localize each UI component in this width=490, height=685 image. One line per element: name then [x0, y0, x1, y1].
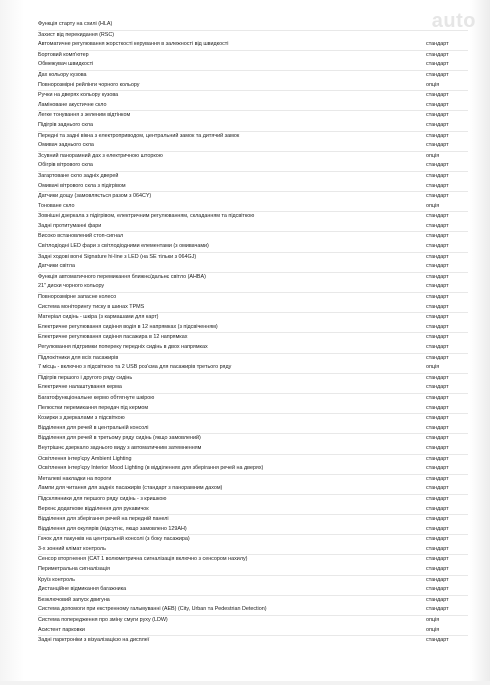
- spec-value: [426, 20, 468, 30]
- spec-row: [38, 212, 468, 222]
- spec-row: [38, 40, 468, 51]
- spec-list: [38, 20, 468, 646]
- spec-name: Світлодіодні LED фари з світлодіодними елементами (з омивачами): [38, 243, 209, 250]
- spec-value: стандарт: [426, 596, 449, 603]
- spec-row: [38, 363, 468, 374]
- spec-value: стандарт: [426, 475, 449, 482]
- spec-name: Датчики світла: [38, 263, 75, 270]
- spec-name: Відділення для речей в третьому ряду сидінь (якщо замовлений): [38, 435, 201, 442]
- spec-value: стандарт: [426, 394, 449, 401]
- spec-value: стандарт: [426, 516, 449, 523]
- spec-name: Функція автоматичного перемикання ближнє/дальнє світло (AHBA): [38, 273, 206, 280]
- spec-row: [38, 535, 468, 545]
- spec-name: Омивач заднього скла: [38, 142, 94, 149]
- spec-name: Електричне налаштування керма: [38, 384, 122, 391]
- spec-name: Тоноване скло: [38, 202, 75, 209]
- spec-value: стандарт: [426, 323, 449, 330]
- spec-value: стандарт: [426, 455, 449, 462]
- spec-row: [38, 475, 468, 485]
- spec-name: Матеріал сидінь - шкіра (з кармашами для карт): [38, 314, 159, 321]
- spec-row: [38, 383, 468, 394]
- spec-name: Безключовий запуск двигуна: [38, 596, 110, 603]
- spec-name: Регулювання підтримки попереку передніх сидінь в двох напрямках: [38, 344, 208, 350]
- spec-row: [38, 282, 468, 293]
- spec-row: [38, 111, 468, 121]
- spec-name: Ламіноване акустичне скло: [38, 101, 107, 108]
- spec-value: стандарт: [426, 233, 449, 240]
- spec-value: опція: [426, 152, 440, 159]
- spec-value: стандарт: [426, 586, 449, 593]
- spec-value: стандарт: [426, 162, 449, 169]
- spec-name: Козирки з дзеркалами з підсвіткою: [38, 415, 125, 422]
- spec-row: [38, 20, 468, 31]
- spec-name: Відділення для окулярів (відсутнє, якщо замовлено 129AH): [38, 525, 187, 532]
- spec-row: [38, 585, 468, 596]
- spec-name: Внутрішнє дзеркало заднього виду з автоматичним затемненням: [38, 444, 202, 451]
- spec-name: Задні ходові вогні Signature hi-line з LED (на SE тільки з 064GJ): [38, 253, 197, 260]
- spec-value: стандарт: [426, 283, 449, 290]
- spec-row: [38, 60, 468, 71]
- spec-row: [38, 555, 468, 565]
- spec-row: [38, 71, 468, 81]
- spec-name: Верхнє додаткове відділення для рукавичок: [38, 505, 149, 512]
- spec-value: стандарт: [426, 142, 449, 149]
- spec-name: Підігрів заднього скла: [38, 121, 93, 128]
- spec-row: [38, 313, 468, 323]
- spec-row: [38, 616, 468, 626]
- spec-name: Легке тонування з зеленим відтінком: [38, 112, 131, 119]
- spec-name: Передні та задні вікна з електроприводом, центральний замок та дитячий замок: [38, 132, 240, 139]
- spec-value: стандарт: [426, 41, 449, 48]
- spec-value: стандарт: [426, 536, 449, 543]
- spec-row: [38, 101, 468, 112]
- spec-row: [38, 394, 468, 404]
- spec-name: Система допомоги при екстренному гальмуванні (AEB) (City, Urban та Pedestrian Detection): [38, 606, 267, 613]
- spec-value: стандарт: [426, 525, 449, 532]
- spec-row: [38, 91, 468, 101]
- spec-row: [38, 132, 468, 142]
- spec-name: Круїз контроль: [38, 576, 75, 583]
- spec-value: стандарт: [426, 243, 449, 250]
- spec-row: [38, 484, 468, 495]
- spec-value: стандарт: [426, 354, 449, 361]
- spec-row: [38, 404, 468, 415]
- spec-row: [38, 323, 468, 334]
- spec-value: стандарт: [426, 404, 449, 411]
- spec-name: Підігрів першого і другого ряду сидінь: [38, 374, 133, 381]
- spec-name: Датчики дощу (замовляється разом з 064CY): [38, 193, 152, 200]
- spec-name: Ручки на дверях кольору кузова: [38, 92, 119, 99]
- spec-value: стандарт: [426, 294, 449, 301]
- spec-name: Задні протитуманні фари: [38, 222, 102, 229]
- spec-name: Багатофункціональне кермо обтягнуте шкірою: [38, 394, 155, 401]
- spec-name: Повнорозмірне запасне колесо: [38, 294, 117, 301]
- spec-row: [38, 525, 468, 536]
- spec-row: [38, 636, 468, 646]
- spec-value: стандарт: [426, 384, 449, 391]
- spec-name: Периметральна сигналізація: [38, 566, 110, 573]
- spec-value: опція: [426, 617, 440, 624]
- spec-row: [38, 576, 468, 586]
- spec-value: опція: [426, 364, 440, 371]
- spec-value: стандарт: [426, 303, 449, 310]
- spec-value: стандарт: [426, 545, 449, 552]
- spec-value: стандарт: [426, 495, 449, 502]
- spec-row: [38, 414, 468, 424]
- spec-row: [38, 31, 468, 41]
- spec-name: Захист від перекидання (RSC): [38, 31, 115, 38]
- spec-name: Високо встановлений стоп-сигнал: [38, 233, 124, 240]
- spec-value: стандарт: [426, 435, 449, 442]
- spec-value: стандарт: [426, 101, 449, 108]
- spec-name: Асистент парковки: [38, 626, 85, 633]
- spec-value: стандарт: [426, 263, 449, 270]
- spec-name: 7 місць - включно з підсвіткою та 2 USB роз'єма для пасажирів третього ряду: [38, 364, 232, 371]
- spec-row: [38, 515, 468, 525]
- spec-row: [38, 333, 468, 343]
- spec-value: стандарт: [426, 193, 449, 200]
- spec-row: [38, 161, 468, 172]
- spec-name: Задні парктроніки з візуалізацією на дисплеї: [38, 637, 150, 644]
- spec-name: 3-х зонний клімат контроль: [38, 545, 106, 552]
- spec-value: стандарт: [426, 112, 449, 119]
- spec-name: Функція старту на схилі (HLA): [38, 21, 113, 27]
- spec-value: стандарт: [426, 485, 449, 492]
- spec-name: Омивачі вітрового скла з підігрівом: [38, 182, 126, 189]
- spec-name: Бортовий комп'ютер: [38, 51, 89, 58]
- spec-name: Зсувний панорамний дах з електричною шторкою: [38, 152, 163, 159]
- spec-value: стандарт: [426, 121, 449, 128]
- page-bottom-edge: [0, 681, 490, 685]
- spec-value: опція: [426, 202, 440, 209]
- spec-value: стандарт: [426, 637, 449, 644]
- spec-value: стандарт: [426, 576, 449, 583]
- spec-row: [38, 374, 468, 384]
- spec-row: [38, 172, 468, 182]
- spec-value: стандарт: [426, 213, 449, 220]
- spec-row: [38, 293, 468, 303]
- spec-name: Відділення для речей в центральній консолі: [38, 424, 149, 431]
- spec-value: стандарт: [426, 444, 449, 451]
- spec-name: Відділення для зберігання речей на передній панелі: [38, 516, 169, 523]
- spec-name: Сенсор вторгнення (CAT 1 волюметрична сигналізація включно з сенсором нахилу): [38, 556, 248, 563]
- spec-row: [38, 192, 468, 202]
- spec-row: [38, 596, 468, 606]
- spec-value: стандарт: [426, 374, 449, 381]
- spec-row: [38, 121, 468, 132]
- spec-name: Система попередження про зміну смуги руху (LDW): [38, 617, 168, 624]
- spec-name: Підлокітники для всіх пасажирів: [38, 354, 119, 361]
- spec-value: стандарт: [426, 273, 449, 280]
- spec-row: [38, 152, 468, 162]
- spec-value: стандарт: [426, 222, 449, 229]
- spec-value: [426, 31, 468, 41]
- spec-row: [38, 455, 468, 465]
- spec-name: Електричне регулювання сидіння пасажира в 12 напрямках: [38, 334, 188, 341]
- spec-value: стандарт: [426, 51, 449, 58]
- spec-row: [38, 495, 468, 505]
- spec-name: Освітлення інтер'єру Ambient Lighting: [38, 455, 132, 462]
- spec-name: Металеві накладки на пороги: [38, 475, 112, 482]
- spec-value: стандарт: [426, 253, 449, 260]
- spec-name: Автоматичне регулювання жорсткості керування в залежності від швидкості: [38, 41, 229, 48]
- spec-row: [38, 434, 468, 444]
- spec-value: стандарт: [426, 334, 449, 341]
- spec-row: [38, 262, 468, 273]
- spec-row: [38, 253, 468, 263]
- spec-name: Зовнішні дзеркала з підігрівом, електричним регулюванням, складанням та підсвіткою: [38, 213, 255, 220]
- spec-value: стандарт: [426, 172, 449, 179]
- watermark-logo: auto: [431, 10, 476, 32]
- spec-value: стандарт: [426, 344, 449, 350]
- spec-row: [38, 565, 468, 576]
- spec-value: стандарт: [426, 314, 449, 321]
- spec-row: [38, 343, 468, 354]
- spec-value: стандарт: [426, 606, 449, 613]
- spec-value: стандарт: [426, 132, 449, 139]
- spec-value: стандарт: [426, 61, 449, 68]
- spec-row: [38, 545, 468, 556]
- spec-name: Обігрів вітрового скла: [38, 162, 93, 169]
- spec-value: стандарт: [426, 71, 449, 78]
- spec-row: [38, 605, 468, 616]
- spec-row: [38, 242, 468, 253]
- spec-row: [38, 444, 468, 455]
- spec-row: [38, 141, 468, 152]
- spec-name: Освітлення інтер'єру Interior Mood Lighting (в відділеннях для зберігання речей на дверях): [38, 465, 264, 472]
- spec-value: опція: [426, 81, 440, 88]
- spec-value: стандарт: [426, 505, 449, 512]
- spec-name: Загартоване скло задніх дверей: [38, 172, 119, 179]
- spec-name: Підсклянники для першого ряду сидінь - з кришкою: [38, 495, 167, 502]
- spec-row: [38, 273, 468, 283]
- spec-row: [38, 202, 468, 213]
- spec-value: опція: [426, 626, 440, 633]
- spec-name: Повнорозмірні рейлінги чорного кольору: [38, 81, 140, 88]
- spec-name: Система моніторингу тиску в шинах TPMS: [38, 303, 145, 310]
- spec-row: [38, 354, 468, 364]
- spec-row: [38, 505, 468, 516]
- spec-value: стандарт: [426, 182, 449, 189]
- spec-value: стандарт: [426, 92, 449, 99]
- spec-name: Гачок для пакунків на центральній консолі (з боку пасажира): [38, 536, 190, 543]
- spec-row: [38, 81, 468, 92]
- spec-row: [38, 303, 468, 314]
- spec-value: стандарт: [426, 556, 449, 563]
- spec-name: Пелюстки перемикання передач під кермом: [38, 404, 149, 411]
- spec-value: стандарт: [426, 415, 449, 422]
- spec-value: стандарт: [426, 424, 449, 431]
- spec-row: [38, 232, 468, 242]
- spec-row: [38, 182, 468, 193]
- spec-name: Дистанційне відмикання багажника: [38, 586, 127, 593]
- spec-row: [38, 424, 468, 435]
- spec-row: [38, 464, 468, 475]
- spec-value: стандарт: [426, 465, 449, 472]
- spec-value: стандарт: [426, 566, 449, 573]
- spec-name: Електричне регулювання сидіння водія в 12 напрямках (з підсвіченням): [38, 323, 218, 330]
- spec-name: Лампи для читання для задніх пасажирів (стандарт з панорамним дахом): [38, 485, 223, 492]
- spec-name: Дах кольору кузова: [38, 71, 87, 78]
- spec-name: Обмежувач швидкості: [38, 61, 94, 68]
- spec-row: [38, 51, 468, 61]
- spec-name: 21" диски чорного кольору: [38, 283, 105, 290]
- spec-row: [38, 626, 468, 637]
- spec-row: [38, 222, 468, 233]
